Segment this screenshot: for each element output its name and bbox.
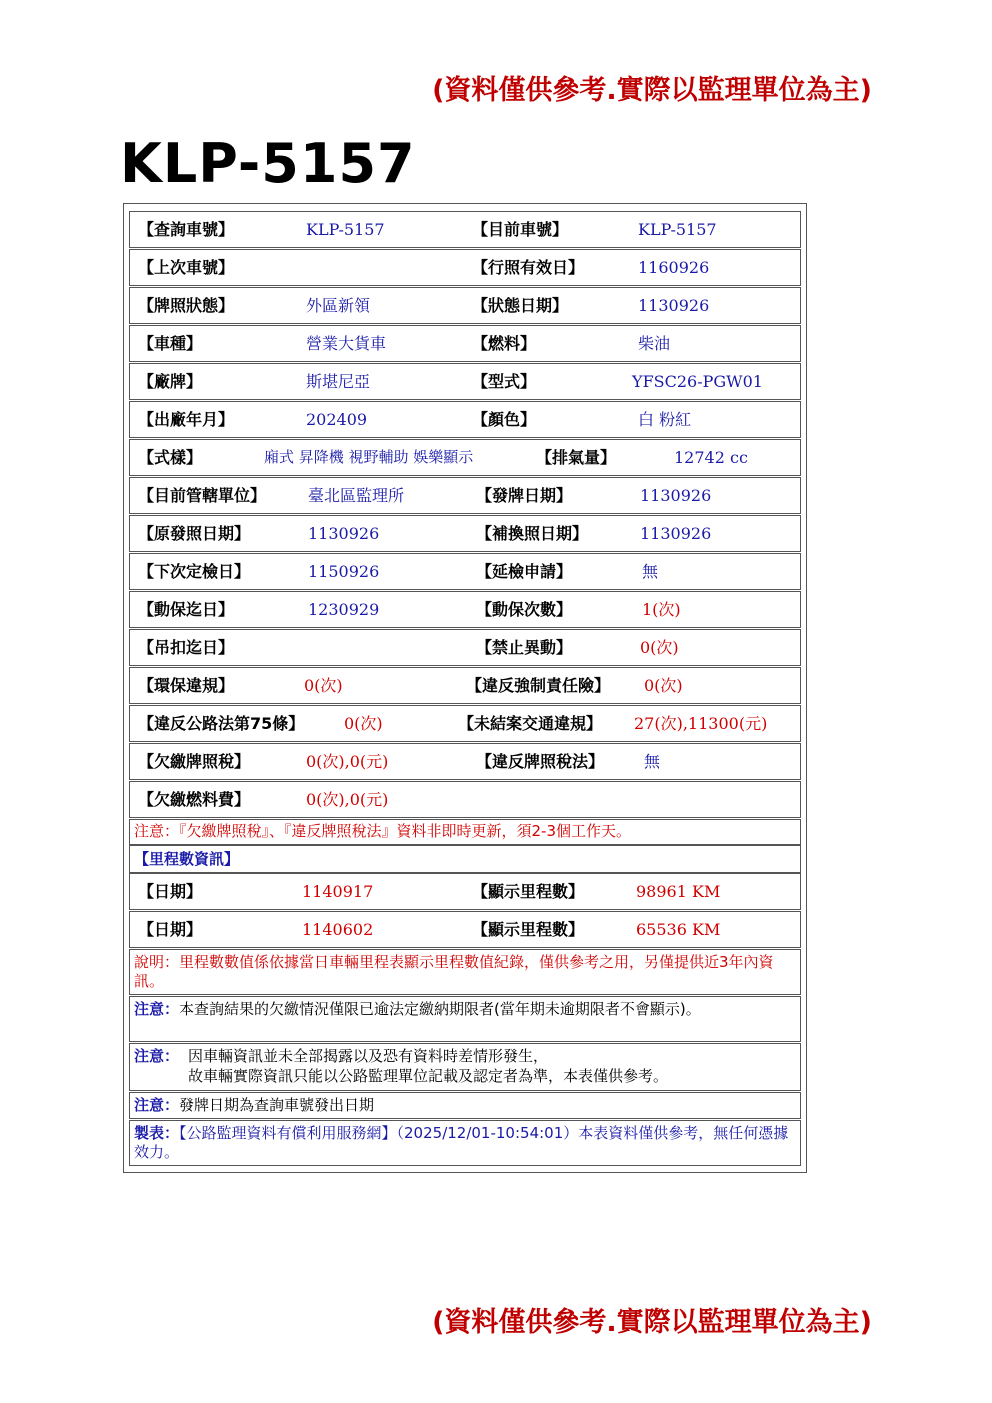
issue-date-note-text: 發牌日期為查詢車號發出日期: [179, 1096, 375, 1114]
compulsory-insurance-violation-label: 【違反強制責任險】: [466, 676, 611, 695]
table-row: [129, 781, 801, 818]
table-row: [129, 629, 801, 666]
displacement-label: 【排氣量】: [536, 448, 617, 467]
mileage-explanation-text: 說明：里程數數值係依據當日車輛里程表顯示里程數值紀錄，僅供參考之用，另僅提供近3年內資訊。: [134, 953, 774, 990]
inspection-extension-label: 【延檢申請】: [476, 562, 573, 581]
table-row: [129, 401, 801, 438]
vehicle-type-value: 營業大貨車: [306, 334, 387, 353]
table-row: [129, 911, 801, 948]
transfer-ban-value: 0(次): [640, 638, 679, 657]
made-by-key: 製表：: [134, 1124, 180, 1142]
replacement-date-label: 【補換照日期】: [476, 524, 589, 543]
unpaid-fuel-fee-label: 【欠繳燃料費】: [138, 790, 251, 809]
inspection-extension-value: 無: [642, 562, 659, 581]
table-row: [129, 211, 801, 248]
made-by-body: [134, 1124, 796, 1162]
table-row: [129, 515, 801, 552]
issue-date-note-body: [134, 1096, 796, 1115]
chattel-mortgage-end-label: 【動保迄日】: [138, 600, 235, 619]
license-valid-label: 【行照有效日】: [472, 258, 585, 277]
brand-value: 斯堪尼亞: [306, 372, 371, 391]
table-row: [129, 477, 801, 514]
fuel-value: 柴油: [638, 334, 671, 353]
tax-update-note: [129, 819, 801, 845]
highway-act-violation-value: 0(次): [344, 714, 383, 733]
plate-status-label: 【牌照狀態】: [138, 296, 235, 315]
data-lag-note-line2: 故車輛實際資訊只能以公路監理單位記載及認定者為準，本表僅供參考。: [188, 1067, 669, 1085]
highway-act-violation-label: 【違反公路法第75條】: [138, 714, 305, 733]
mileage-reading-label: 【顯示里程數】: [472, 920, 585, 939]
current-plate-value: KLP-5157: [638, 220, 717, 239]
jurisdiction-value: 臺北區監理所: [308, 486, 405, 505]
suspension-end-label: 【吊扣迄日】: [138, 638, 235, 657]
color-value: 白 粉紅: [638, 410, 692, 429]
replacement-date-value: 1130926: [640, 524, 712, 543]
license-tax-law-violation-label: 【違反牌照稅法】: [476, 752, 605, 771]
plate-number-title: KLP-5157: [120, 132, 416, 195]
original-license-date-label: 【原發照日期】: [138, 524, 251, 543]
plate-status-value: 外區新領: [306, 296, 371, 315]
unpaid-fuel-fee-value: 0(次),0(元): [306, 790, 389, 809]
table-row: [129, 667, 801, 704]
environmental-violation-value: 0(次): [304, 676, 343, 695]
table-row: [129, 873, 801, 910]
fuel-label: 【燃料】: [472, 334, 537, 353]
disclaimer-top: (資料僅供參考.實際以監理單位為主): [432, 75, 872, 106]
next-inspection-label: 【下次定檢日】: [138, 562, 251, 581]
environmental-violation-label: 【環保違規】: [138, 676, 235, 695]
status-date-value: 1130926: [638, 296, 710, 315]
mileage-date-value: 1140917: [302, 882, 374, 901]
note-key: 注意：: [134, 1096, 180, 1114]
license-valid-value: 1160926: [638, 258, 710, 277]
compulsory-insurance-violation-value: 0(次): [644, 676, 683, 695]
table-row: [129, 363, 801, 400]
transfer-ban-label: 【禁止異動】: [476, 638, 573, 657]
model-label: 【型式】: [472, 372, 537, 391]
chattel-mortgage-count-label: 【動保次數】: [476, 600, 573, 619]
mileage-reading-value: 98961 KM: [636, 882, 721, 901]
note-key: 注意：: [134, 1047, 180, 1065]
mileage-explanation: [129, 949, 801, 995]
table-row: [129, 743, 801, 780]
unpaid-license-tax-label: 【欠繳牌照稅】: [138, 752, 251, 771]
brand-label: 【廠牌】: [138, 372, 203, 391]
issue-date-note: [129, 1092, 801, 1119]
table-row: [129, 249, 801, 286]
note-key: 注意：: [134, 1000, 180, 1018]
model-value: YFSC26-PGW01: [632, 372, 763, 391]
data-lag-note-line1: 因車輛資訊並未全部揭露以及恐有資料時差情形發生，: [188, 1047, 549, 1065]
vehicle-info-table: [123, 203, 807, 1173]
vehicle-type-label: 【車種】: [138, 334, 203, 353]
previous-plate-label: 【上次車號】: [138, 258, 235, 277]
current-plate-label: 【目前車號】: [472, 220, 569, 239]
manufacture-date-label: 【出廠年月】: [138, 410, 235, 429]
table-row: [129, 439, 801, 476]
query-plate-value: KLP-5157: [306, 220, 385, 239]
made-by-text: 【公路監理資料有償利用服務網】（2025/12/01-10:54:01）本表資料僅供參考，無任何憑據效力。: [134, 1124, 789, 1161]
table-row: [129, 705, 801, 742]
mileage-date-label: 【日期】: [138, 882, 203, 901]
mileage-section-title: 【里程數資訊】: [134, 850, 240, 868]
tax-update-note-text: 注意：『欠繳牌照稅』、『違反牌照稅法』資料非即時更新，須2-3個工作天。: [134, 822, 632, 840]
data-lag-note: [129, 1043, 801, 1091]
issue-date-value: 1130926: [640, 486, 712, 505]
mileage-reading-label: 【顯示里程數】: [472, 882, 585, 901]
next-inspection-value: 1150926: [308, 562, 380, 581]
unsettled-traffic-violation-label: 【未結案交通違規】: [458, 714, 603, 733]
license-tax-law-violation-value: 無: [644, 752, 661, 771]
original-license-date-value: 1130926: [308, 524, 380, 543]
issue-date-label: 【發牌日期】: [476, 486, 573, 505]
manufacture-date-value: 202409: [306, 410, 368, 429]
table-row: [129, 553, 801, 590]
table-row: [129, 325, 801, 362]
mileage-date-label: 【日期】: [138, 920, 203, 939]
unpaid-license-tax-value: 0(次),0(元): [306, 752, 389, 771]
chattel-mortgage-end-value: 1230929: [308, 600, 380, 619]
chattel-mortgage-count-value: 1(次): [642, 600, 681, 619]
displacement-value: 12742 cc: [674, 448, 748, 467]
body-style-value: 廂式 昇降機 視野輔助 娛樂顯示: [264, 448, 474, 466]
overdue-note: [129, 996, 801, 1042]
overdue-note-text: 本查詢結果的欠繳情況僅限已逾法定繳納期限者(當年期未逾期限者不會顯示)。: [179, 1000, 701, 1018]
mileage-date-value: 1140602: [302, 920, 374, 939]
made-by-footer: [129, 1120, 801, 1166]
jurisdiction-label: 【目前管轄單位】: [138, 486, 267, 505]
disclaimer-bottom: (資料僅供參考.實際以監理單位為主): [432, 1307, 872, 1338]
query-plate-label: 【查詢車號】: [138, 220, 235, 239]
unsettled-traffic-violation-value: 27(次),11300(元): [634, 714, 768, 733]
status-date-label: 【狀態日期】: [472, 296, 569, 315]
color-label: 【顏色】: [472, 410, 537, 429]
table-row: [129, 591, 801, 628]
mileage-reading-value: 65536 KM: [636, 920, 721, 939]
overdue-note-body: [134, 1000, 796, 1019]
mileage-section-header: [129, 845, 801, 873]
table-row: [129, 287, 801, 324]
body-style-label: 【式樣】: [138, 448, 203, 467]
